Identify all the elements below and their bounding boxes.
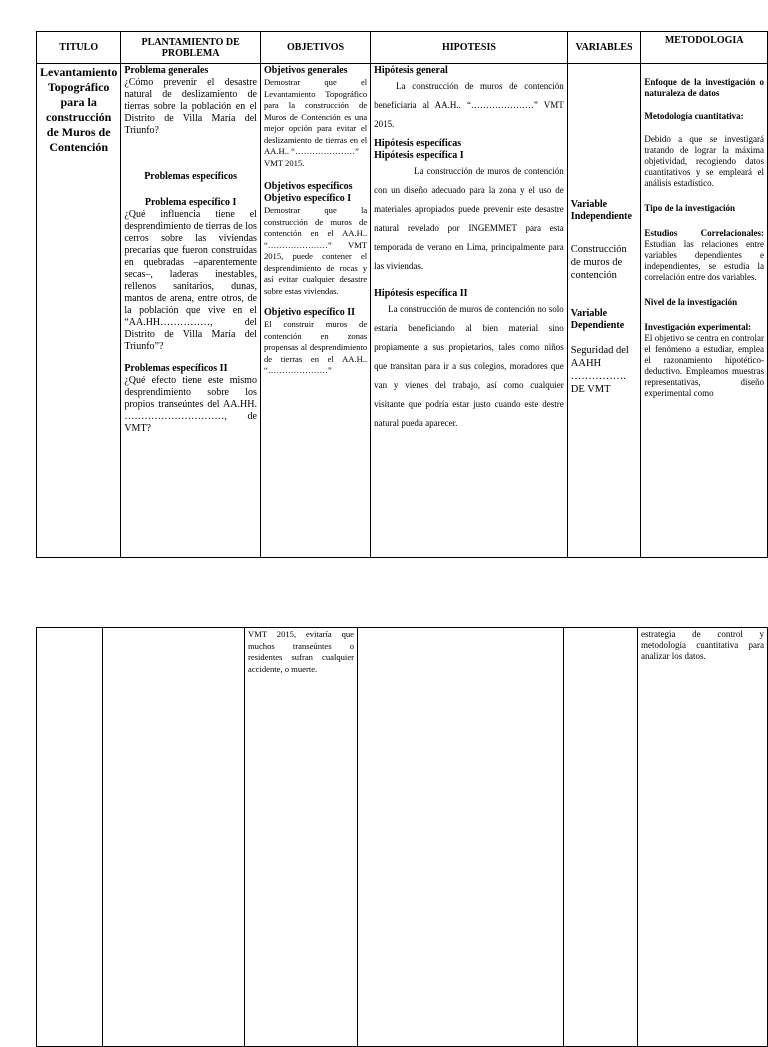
objetivos-generales-text: Demostrar que el Levantamiento Topográfico para la construcción de Muros de Contención es una mejor opción para evitar el deslizamiento de tierras en el AA.H.. “…………………” xyxy=(263,77,368,156)
objetivo-especifico-2-continuation: VMT 2015, evitaría que muchos transeúntes o residentes sufran cualquier accidente, o muerte. xyxy=(248,629,354,674)
estudios-correlacionales-body: Estudian las relaciones entre variables dependientes e independientes, se estudia la correlación entre dos variables. xyxy=(644,239,764,282)
hipotesis-general-text: La construcción de muros de contención beneficiaria al AA.H.. “…………………” VMT 2015. xyxy=(374,81,564,129)
objetivo-especifico-1-text: Demostrar que la construcción de muros de contención en el AA.H.. “…………………” VMT 2015, puede contener el desprendimiento de rocas y así evitar cualquier desastre sobre estas viviendas. xyxy=(263,205,368,296)
objetivos-generales-tail: VMT 2015. xyxy=(263,157,305,168)
investigacion-experimental-text: El objetivo se centra en controlar el fenómeno a estudiar, emplea el razonamiento hipotético-deductivo. Empleamos muestras representativas, diseño experimental como xyxy=(644,333,764,398)
metodologia-cont-cell xyxy=(638,628,768,1047)
nivel-investigacion-heading: Nivel de la investigación xyxy=(644,297,738,307)
matrix-table-page2 xyxy=(36,627,768,1047)
variable-independiente-text: Construcción de muros de contención xyxy=(570,244,627,281)
objetivo-especifico-2-text: El construir muros de contención en zonas propensas al desprendimiento de tierras en el AA.H.. “…………………” xyxy=(263,319,368,375)
variables-cont-cell xyxy=(564,628,638,1047)
problema-especifico-1-heading: Problema específico I xyxy=(144,197,237,208)
hipotesis-especifica-2-text: La construcción de muros de contención no solo estaría beneficiando al bien material sino propiamente a sus propietarios, tales como niños que transitan para ir a sus colegios, moradores que van y vienes del trabajo, así como cualquier visitante que podría estar justo cuando este destre natural pueda aparecer. xyxy=(374,304,564,428)
header-row xyxy=(37,32,768,64)
problema-especifico-2-heading: Problemas específicos II xyxy=(124,363,228,374)
enfoque-heading: Enfoque de la investigación o naturaleza de datos xyxy=(644,77,764,98)
hipotesis-especifica-2-heading: Hipótesis específica II xyxy=(374,288,468,299)
problema-cell xyxy=(121,64,261,558)
problema-general-heading: Problema generales xyxy=(124,65,209,76)
metodologia-cell xyxy=(641,64,768,558)
hipotesis-cell xyxy=(371,64,568,558)
investigacion-experimental-heading: Investigación experimental: xyxy=(644,322,752,332)
objetivo-especifico-1-heading: Objetivo específico I xyxy=(263,193,352,204)
header-variables: VARIABLES xyxy=(567,32,641,64)
problemas-especificos-heading: Problemas específicos xyxy=(144,171,238,182)
matrix-table-page1 xyxy=(36,31,768,558)
titulo-cont-cell xyxy=(37,628,103,1047)
estudios-correlacionales-text xyxy=(644,228,764,283)
header-titulo: TITULO xyxy=(37,32,121,64)
continuation-row xyxy=(37,628,768,1047)
header-metodologia: METODOLOGIA xyxy=(641,32,768,64)
objetivos-cont-cell xyxy=(245,628,358,1047)
hipotesis-cont-cell xyxy=(358,628,564,1047)
tipo-investigacion-heading: Tipo de la investigación xyxy=(644,203,735,213)
objetivos-cell xyxy=(260,64,370,558)
titulo-cell xyxy=(37,64,121,558)
hipotesis-especifica-1-text: La construcción de muros de contención con un diseño adecuado para la zona y el uso de materiales apropiados puede prevenir este desastre natural revelado por INGEMMET para esta temporada de verano en Lima, principalmente para las viviendas. xyxy=(374,166,564,271)
variables-cell xyxy=(567,64,641,558)
titulo-text: Levantamiento Topográfico para la construcción de Muros de Contención xyxy=(40,65,118,154)
hipotesis-general-heading: Hipótesis general xyxy=(374,65,448,76)
problema-general-text: ¿Cómo prevenir el desastre natural de deslizamiento de tierras sobre la población en el Distrito de Villa María del Triunfo? xyxy=(124,77,257,136)
variable-dependiente-heading: Variable Dependiente xyxy=(570,308,625,331)
content-row xyxy=(37,64,768,558)
header-objetivos: OBJETIVOS xyxy=(260,32,370,64)
metodologia-cuantitativa-text: Debido a que se investigará tratando de lograr la máxima objetividad, recogiendo datos cuantitativos y se empleará el análisis estadístico. xyxy=(644,134,764,188)
hipotesis-especifica-1-heading: Hipótesis específica I xyxy=(374,150,464,161)
objetivos-especificos-heading: Objetivos específicos xyxy=(263,181,353,192)
problema-cont-cell xyxy=(103,628,245,1047)
header-hipotesis: HIPOTESIS xyxy=(371,32,568,64)
metodologia-cuantitativa-heading: Metodología cuantitativa: xyxy=(644,111,744,121)
investigacion-experimental-continuation: estrategia de control y metodología cuantitativa para analizar los datos. xyxy=(641,629,764,661)
variable-dependiente-text: Seguridad del AAHH ……………. DE VMT xyxy=(570,345,629,395)
problema-especifico-1-text: ¿Qué influencia tiene el desprendimiento de tierras de los cerros sobre las viviendas precarias que fueron construidas en quebradas –aparentemente secas–, laderas inestables, rellenos sanitarios, dunas, mantos de arena, entre otros, de la población que vive en el “AA.HH……………, del Distrito de Villa María del Triunfo”? xyxy=(124,209,257,352)
objetivos-generales-heading: Objetivos generales xyxy=(263,65,348,76)
problema-especifico-2-text: ¿Qué efecto tiene este mismo desprendimiento sobre los propios transeúntes del AA.HH. …………………………, de VMT? xyxy=(124,375,257,434)
hipotesis-especificas-heading: Hipótesis específicas xyxy=(374,138,462,149)
variable-independiente-heading: Variable Independiente xyxy=(570,199,632,222)
header-problema: PLANTAMIENTO DE PROBLEMA xyxy=(121,32,261,64)
objetivo-especifico-2-heading: Objetivo específico II xyxy=(263,307,356,318)
estudios-correlacionales-heading: Estudios Correlacionales: xyxy=(644,228,764,238)
